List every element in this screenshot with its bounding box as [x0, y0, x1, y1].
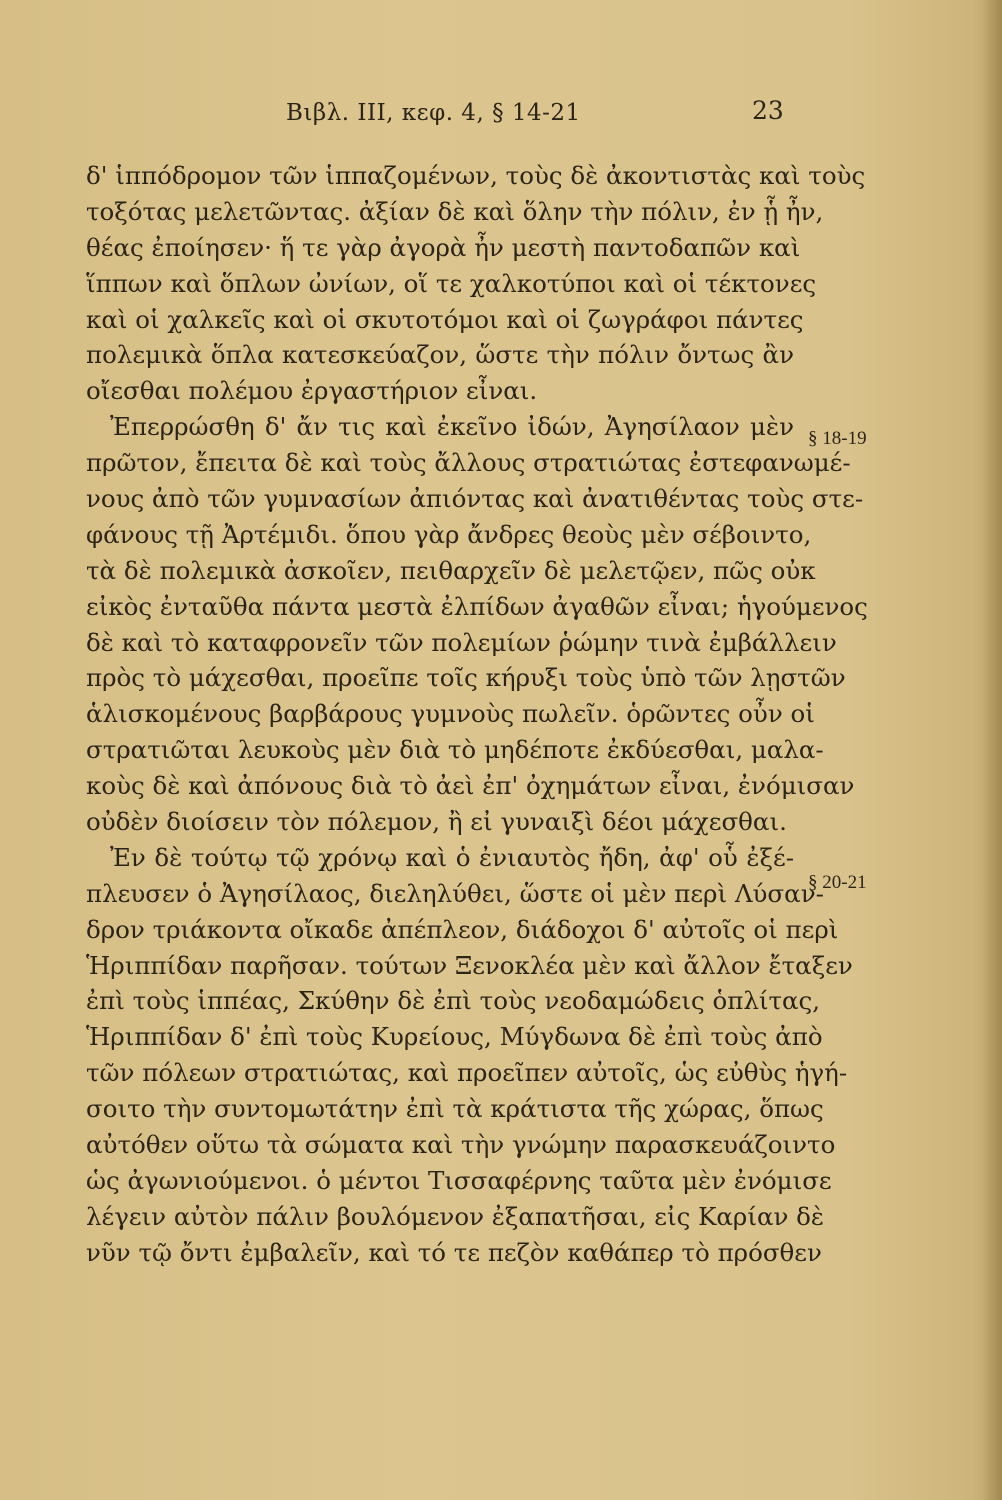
text-line: οὐδὲν διοίσειν τὸν πόλεμον, ἢ εἰ γυναιξὶ δέοι μάχεσθαι.	[86, 807, 787, 837]
text-line: Ἡριππίδαν παρῆσαν. τούτων Ξενοκλέα μὲν καὶ ἄλλον ἔταξεν	[86, 950, 853, 980]
page-number: 23	[752, 96, 784, 125]
margin-note-section-18-19: § 18-19	[808, 428, 867, 449]
text-line: τοξότας μελετῶντας. ἀξίαν δὲ καὶ ὅλην τὴν πόλιν, ἐν ᾗ ἦν,	[86, 196, 824, 226]
text-line: ἵππων καὶ ὅπλων ὠνίων, οἵ τε χαλκοτύποι καὶ οἱ τέκτονες	[86, 268, 817, 298]
page-header	[0, 96, 1002, 140]
text-line: πρῶτον, ἔπειτα δὲ καὶ τοὺς ἄλλους στρατιώτας ἐστεφανωμέ-	[86, 448, 851, 478]
text-line: σοιτο τὴν συντομωτάτην ἐπὶ τὰ κράτιστα τῆς χώρας, ὅπως	[86, 1094, 824, 1124]
text-line-paragraph-start: Ἐπερρώσθη δ' ἄν τις καὶ ἐκεῖνο ἰδών, Ἀγησίλαον μὲν	[110, 412, 794, 442]
margin-note-section-20-21: § 20-21	[808, 872, 867, 893]
text-line: φάνους τῇ Ἀρτέμιδι. ὅπου γὰρ ἄνδρες θεοὺς μὲν σέβοιντο,	[86, 519, 812, 549]
text-line: εἰκὸς ἐνταῦθα πάντα μεστὰ ἐλπίδων ἀγαθῶν εἶναι; ἡγούμενος	[86, 591, 868, 621]
text-line: τὰ δὲ πολεμικὰ ἀσκοῖεν, πειθαρχεῖν δὲ μελετῷεν, πῶς οὐκ	[86, 555, 816, 585]
text-line: ὡς ἀγωνιούμενοι. ὁ μέντοι Τισσαφέρνης ταῦτα μὲν ἐνόμισε	[86, 1165, 832, 1195]
text-line: πρὸς τὸ μάχεσθαι, προεῖπε τοῖς κήρυξι τοὺς ὑπὸ τῶν λῃστῶν	[86, 663, 846, 693]
text-line: λέγειν αὐτὸν πάλιν βουλόμενον ἐξαπατῆσαι, εἰς Καρίαν δὲ	[86, 1201, 825, 1231]
text-line: ἁλισκομένους βαρβάρους γυμνοὺς πωλεῖν. ὁρῶντες οὖν οἱ	[86, 699, 815, 729]
text-line: ἐπὶ τοὺς ἱππέας, Σκύθην δὲ ἐπὶ τοὺς νεοδαμώδεις ὁπλίτας,	[86, 986, 821, 1016]
running-title: Βιβλ. ΙΙΙ, κεφ. 4, § 14-21	[286, 100, 581, 126]
text-line: τῶν πόλεων στρατιώτας, καὶ προεῖπεν αὐτοῖς, ὡς εὐθὺς ἡγή-	[86, 1058, 848, 1088]
text-line: αὐτόθεν οὕτω τὰ σώματα καὶ τὴν γνώμην παρασκευάζοιντο	[86, 1130, 836, 1160]
text-line: πλευσεν ὁ Ἀγησίλαος, διεληλύθει, ὥστε οἱ μὲν περὶ Λύσαν-	[86, 878, 824, 908]
text-line: δὲ καὶ τὸ καταφρονεῖν τῶν πολεμίων ῥώμην τινὰ ἐμβάλλειν	[86, 627, 837, 657]
text-line: κοὺς δὲ καὶ ἀπόνους διὰ τὸ ἀεὶ ἐπ' ὀχημάτων εἶναι, ἐνόμισαν	[86, 771, 855, 801]
text-line: Ἡριππίδαν δ' ἐπὶ τοὺς Κυρείους, Μύγδωνα δὲ ἐπὶ τοὺς ἀπὸ	[86, 1022, 823, 1052]
text-line: θέας ἐποίησεν· ἥ τε γὰρ ἀγορὰ ἦν μεστὴ παντοδαπῶν καὶ	[86, 232, 801, 262]
page-edge-shadow	[982, 0, 1002, 1500]
text-line: δρον τριάκοντα οἴκαδε ἀπέπλεον, διάδοχοι δ' αὐτοῖς οἱ περὶ	[86, 914, 839, 944]
text-line: καὶ οἱ χαλκεῖς καὶ οἱ σκυτοτόμοι καὶ οἱ ζωγράφοι πάντες	[86, 304, 804, 334]
text-line: δ' ἱππόδρομον τῶν ἱππαζομένων, τοὺς δὲ ἀκοντιστὰς καὶ τοὺς	[86, 161, 866, 190]
text-line: οἴεσθαι πολέμου ἐργαστήριον εἶναι.	[86, 376, 538, 406]
text-line: πολεμικὰ ὅπλα κατεσκεύαζον, ὥστε τὴν πόλιν ὄντως ἂν	[86, 340, 794, 370]
text-line-paragraph-start: Ἐν δὲ τούτῳ τῷ χρόνῳ καὶ ὁ ἐνιαυτὸς ἤδη, ἀφ' οὗ ἐξέ-	[110, 842, 794, 872]
text-line: νῦν τῷ ὄντι ἐμβαλεῖν, καὶ τό τε πεζὸν καθάπερ τὸ πρόσθεν	[86, 1237, 822, 1267]
text-line: νους ἀπὸ τῶν γυμνασίων ἀπιόντας καὶ ἀνατιθέντας τοὺς στε-	[86, 484, 864, 514]
text-line: στρατιῶται λευκοὺς μὲν διὰ τὸ μηδέποτε ἐκδύεσθαι, μαλα-	[86, 735, 824, 765]
